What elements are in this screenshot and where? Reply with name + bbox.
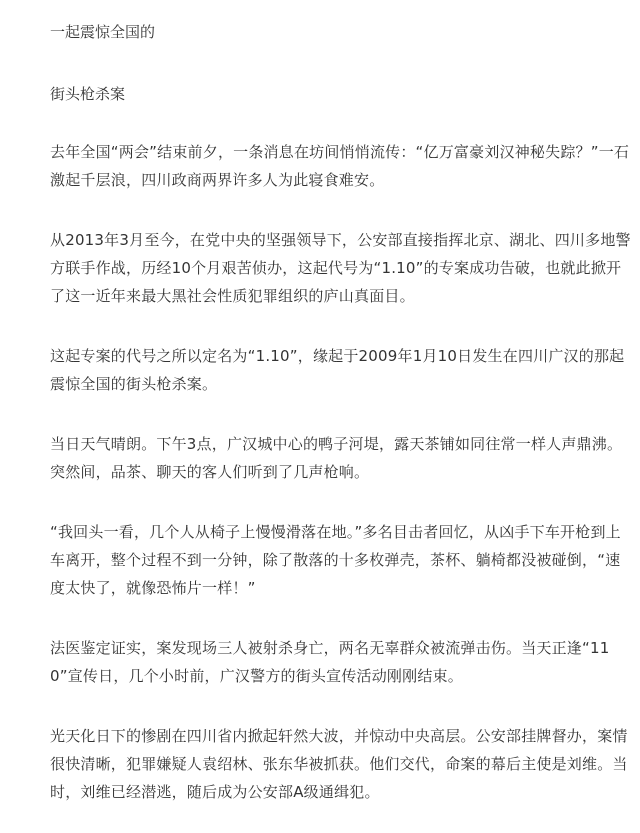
paragraph-4: 当日天气晴朗。下午3点，广汉城中心的鸭子河堤，露天茶铺如同往常一样人声鼎沸。突然间，品茶、聊天的客人们听到了几声枪响。 bbox=[50, 435, 623, 481]
paragraph-5: “我回头一看，几个人从椅子上慢慢滑落在地。”多名目击者回忆，从凶手下车开枪到上车离开，整个过程不到一分钟，除了散落的十多枚弹壳，茶杯、躺椅都没被碰倒，“速度太快了，就像恐怖片一样！” bbox=[50, 523, 621, 597]
section-heading-line-1: 一起震惊全国的 bbox=[50, 23, 156, 41]
paragraph-1: 去年全国“两会”结束前夕，一条消息在坊间悄悄流传：“亿万富豪刘汉神秘失踪？”一石激起千层浪，四川政商两界许多人为此寝食难安。 bbox=[50, 143, 630, 189]
paragraph-7: 光天化日下的惨剧在四川省内掀起轩然大波，并惊动中央高层。公安部挂牌督办，案情很快清晰，犯罪嫌疑人袁绍林、张东华被抓获。他们交代，命案的幕后主使是刘维。当时，刘维已经潜逃，随后成为公安部A级通缉犯。 bbox=[50, 727, 628, 801]
paragraph-6: 法医鉴定证实，案发现场三人被射杀身亡，两名无辜群众被流弹击伤。当天正逢“110”宣传日，几个小时前，广汉警方的街头宣传活动刚刚结束。 bbox=[50, 639, 610, 685]
paragraph-3: 这起专案的代号之所以定名为“1.10”，缘起于2009年1月10日发生在四川广汉的那起震惊全国的街头枪杀案。 bbox=[50, 347, 625, 393]
section-heading-line-2: 街头枪杀案 bbox=[50, 85, 126, 103]
paragraph-2: 从2013年3月至今，在党中央的坚强领导下，公安部直接指挥北京、湖北、四川多地警方联手作战，历经10个月艰苦侦办，这起代号为“1.10”的专案成功告破，也就此掀开了这一近年来最大黑社会性质犯罪组织的庐山真面目。 bbox=[50, 231, 631, 305]
